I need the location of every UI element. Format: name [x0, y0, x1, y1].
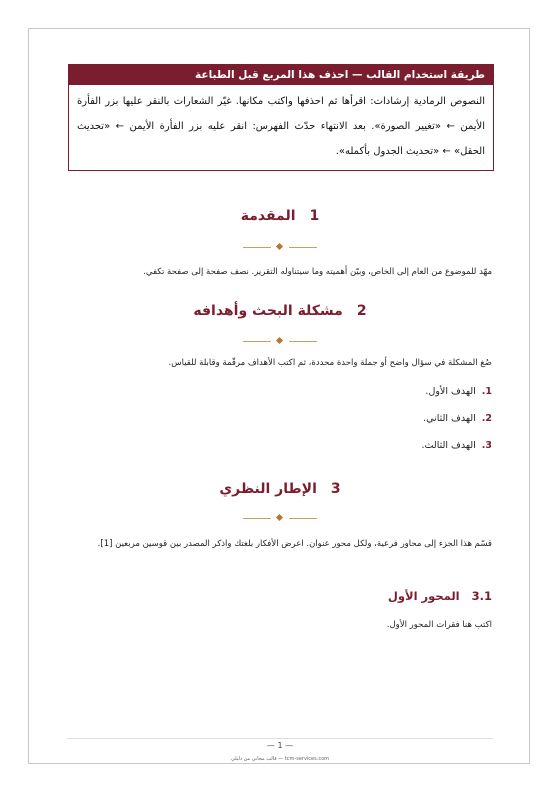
footer-divider: [67, 738, 493, 739]
section-heading-introduction: [0, 208, 560, 224]
list-item: 1.الهدف الأول.: [425, 386, 492, 397]
subsection-paragraph: اكتب هنا فقرات المحور الأول.: [386, 620, 492, 630]
section-number: 2: [356, 303, 367, 319]
theoretical-framework-paragraph: قسّم هذا الجزء إلى محاور فرعية، ولكل محور عنوان. اعرض الأفكار بلغتك واذكر المصدر بين قوسين مربعين [1].: [97, 539, 492, 549]
subsection-heading: [388, 589, 492, 603]
page-number: — 1 —: [266, 741, 294, 750]
heading-ornament: [243, 337, 317, 345]
section-title: الإطار النظري: [219, 481, 317, 497]
footer-credit: قالب مجاني من دليلي — tcm-services.com: [230, 756, 330, 762]
section-heading-theoretical-framework: [0, 481, 560, 497]
subsection-title: المحور الأول: [387, 589, 460, 603]
problem-paragraph: صُغ المشكلة في سؤال واضح أو جملة واحدة محددة، ثم اكتب الأهداف مرقّمة وقابلة للقياس.: [168, 358, 492, 368]
section-title: مشكلة البحث وأهدافه: [193, 303, 343, 319]
heading-ornament: [243, 514, 317, 522]
section-number: 3: [330, 481, 341, 497]
subsection-number: 3.1: [471, 589, 492, 603]
instructions-text: النصوص الرمادية إرشادات: اقرأها ثم احذفها واكتب مكانها. غيّر الشعارات بالنقر عليها بزر الفأرة الأيمن ← «تغيير الصورة». بعد الانتهاء حدّث الفهرس: انقر عليه بزر الفأرة الأيمن ← «تحديث الحقل» ← «تحديث الجدول بأكمله».: [77, 96, 485, 157]
heading-ornament: [243, 243, 317, 251]
instructions-title: طريقة استخدام القالب — احذف هذا المربع قبل الطباعة: [69, 65, 493, 85]
list-item: 2.الهدف الثاني.: [423, 413, 492, 424]
section-number: 1: [309, 208, 320, 224]
introduction-paragraph: مهّد للموضوع من العام إلى الخاص، وبيّن أهميته وما سيتناوله التقرير. نصف صفحة إلى صفحة تكفي.: [143, 267, 492, 277]
section-heading-problem: [0, 303, 560, 319]
section-title: المقدمة: [240, 208, 296, 224]
list-item: 3.الهدف الثالث.: [421, 440, 492, 451]
template-instructions-box: [68, 64, 494, 171]
